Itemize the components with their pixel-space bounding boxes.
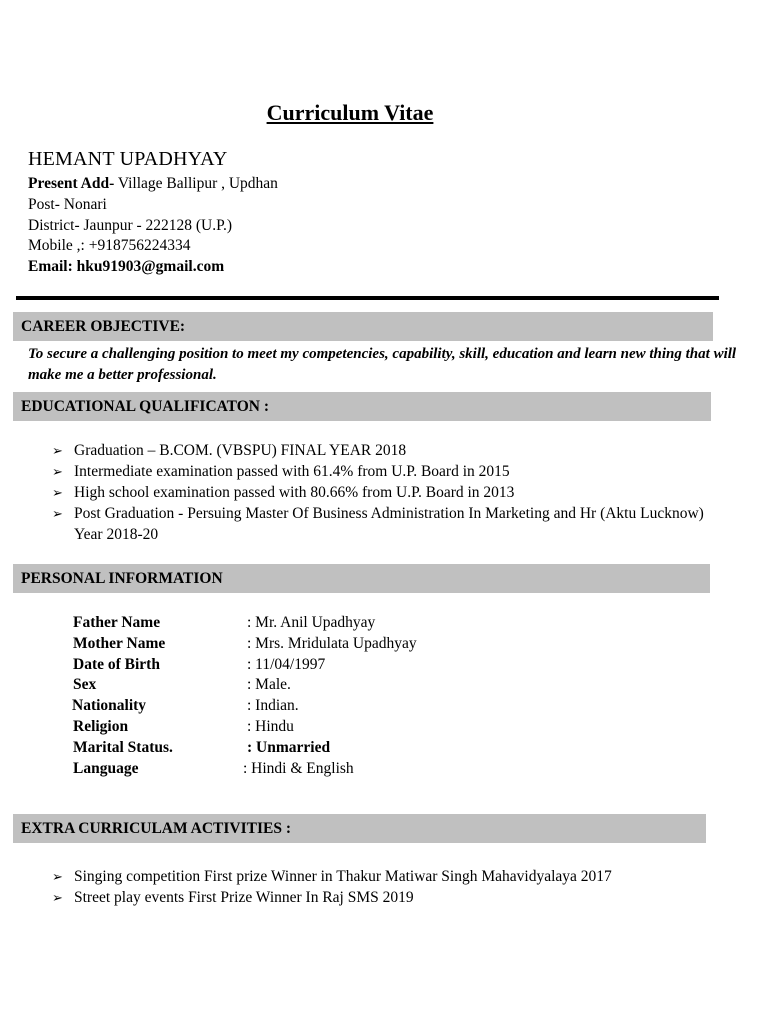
list-item-text: Street play events First Prize Winner In Raj SMS 2019: [74, 889, 414, 906]
personal-info-label: Father Name: [73, 614, 161, 631]
list-item: [52, 866, 742, 887]
objective-text: To secure a challenging position to meet my competencies, capability, skill, education and learn new thing that will make me a better professional.: [28, 346, 737, 383]
personal-info-value: : Unmarried: [247, 738, 331, 756]
career-objective-heading: CAREER OBJECTIVE:: [13, 312, 713, 341]
arrow-bullet-icon: ➢: [52, 869, 63, 884]
extra-activities-list: [52, 866, 742, 908]
personal-info-value: : Male.: [247, 676, 291, 694]
contact-block: [28, 174, 278, 278]
district-line: District- Jaunpur - 222128 (U.P.): [28, 216, 233, 234]
address-value: Village Ballipur , Updhan: [114, 175, 278, 192]
list-item-text: Graduation – B.COM. (VBSPU) FINAL YEAR 2018: [74, 442, 407, 459]
personal-info-label: Sex: [73, 676, 97, 694]
list-item-text: High school examination passed with 80.66% from U.P. Board in 2013: [74, 484, 515, 501]
address-line: [28, 174, 278, 195]
personal-info-heading: PERSONAL INFORMATION: [13, 564, 710, 593]
personal-info-label: Language: [73, 759, 139, 777]
list-item: [52, 503, 732, 545]
personal-info-label: Marital Status.: [73, 738, 173, 756]
personal-info-label: Nationality: [72, 697, 147, 715]
personal-info-value: : Hindu: [247, 717, 294, 735]
education-list: [52, 440, 732, 545]
personal-info-label: Mother Name: [73, 634, 166, 652]
mobile-line: Mobile ,: +918756224334: [28, 237, 191, 255]
arrow-bullet-icon: ➢: [52, 464, 63, 479]
personal-info-label: Date of Birth: [73, 655, 160, 673]
list-item: [52, 461, 732, 482]
list-item-text: Post Graduation - Persuing Master Of Business Administration In Marketing and Hr (Aktu Lucknow) Year 2018-20: [74, 505, 704, 543]
candidate-name: HEMANT UPADHYAY: [28, 148, 228, 170]
extra-activities-heading: EXTRA CURRICULAM ACTIVITIES :: [13, 814, 706, 843]
personal-info-value: : Mrs. Mridulata Upadhyay: [247, 634, 417, 652]
header-divider: [16, 296, 719, 300]
arrow-bullet-icon: ➢: [52, 443, 63, 458]
arrow-bullet-icon: ➢: [52, 485, 63, 500]
education-heading: EDUCATIONAL QUALIFICATON :: [13, 392, 711, 421]
list-item: [52, 482, 732, 503]
personal-info-value: : Hindi & English: [243, 759, 354, 777]
list-item: [52, 887, 742, 908]
personal-info-value: : Indian.: [247, 697, 299, 715]
personal-info-value: : 11/04/1997: [247, 655, 326, 673]
list-item: [52, 440, 732, 461]
address-label: Present Add-: [28, 175, 115, 192]
document-title: Curriculum Vitae: [266, 100, 434, 125]
arrow-bullet-icon: ➢: [52, 506, 63, 521]
arrow-bullet-icon: ➢: [52, 890, 63, 905]
list-item-text: Intermediate examination passed with 61.4% from U.P. Board in 2015: [74, 463, 510, 480]
personal-info-label: Religion: [73, 717, 129, 735]
list-item-text: Singing competition First prize Winner in Thakur Matiwar Singh Mahavidyalaya 2017: [74, 868, 612, 885]
email-line: Email: hku91903@gmail.com: [28, 258, 225, 276]
post-line: Post- Nonari: [28, 195, 107, 213]
personal-info-value: : Mr. Anil Upadhyay: [247, 614, 376, 631]
